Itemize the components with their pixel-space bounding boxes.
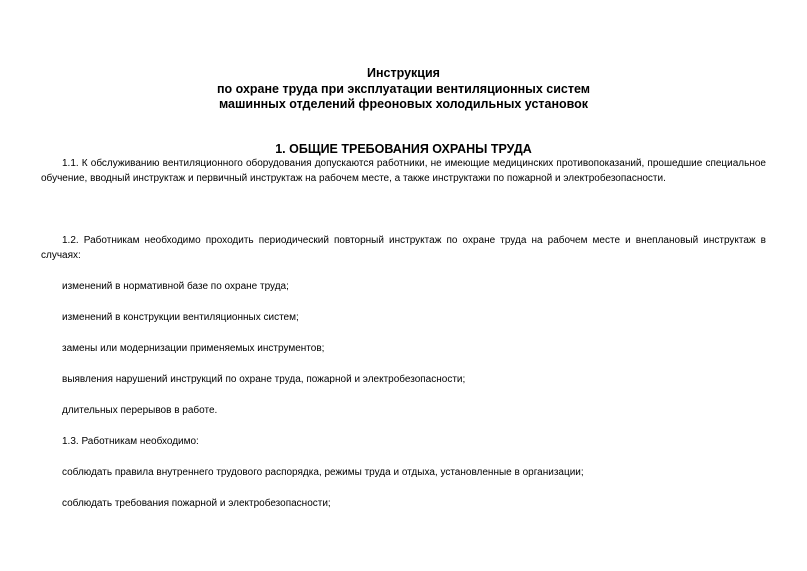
- list-item: соблюдать требования пожарной и электробезопасности;: [62, 498, 331, 509]
- paragraph-1-2: 1.2. Работникам необходимо проходить периодический повторный инструктаж по охране труда на рабочем месте и внеплановый инструктаж в случаях:: [41, 235, 766, 261]
- document-title: [0, 66, 807, 113]
- list-item: соблюдать правила внутреннего трудового распорядка, режимы труда и отдыха, установленные в организации;: [62, 467, 584, 478]
- paragraph-1-3: 1.3. Работникам необходимо:: [62, 436, 199, 447]
- paragraph-1-1: 1.1. К обслуживанию вентиляционного оборудования допускаются работники, не имеющие медицинских противопоказаний, прошедшие специальное обучение, вводный инструктаж и первичный инструктаж на рабочем месте, а также инструктажи по пожарной и электробезопасности.: [41, 158, 766, 184]
- title-line-2: по охране труда при эксплуатации вентиляционных систем: [216, 81, 591, 96]
- list-item: изменений в нормативной базе по охране труда;: [62, 281, 289, 292]
- list-item: замены или модернизации применяемых инструментов;: [62, 343, 325, 354]
- list-item: изменений в конструкции вентиляционных систем;: [62, 312, 299, 323]
- list-item: выявления нарушений инструкций по охране труда, пожарной и электробезопасности;: [62, 374, 466, 385]
- title-line-1: Инструкция: [367, 66, 440, 80]
- list-item: длительных перерывов в работе.: [62, 405, 218, 416]
- section-heading-general-requirements: 1. ОБЩИЕ ТРЕБОВАНИЯ ОХРАНЫ ТРУДА: [275, 142, 532, 156]
- title-line-3: машинных отделений фреоновых холодильных установок: [218, 97, 589, 111]
